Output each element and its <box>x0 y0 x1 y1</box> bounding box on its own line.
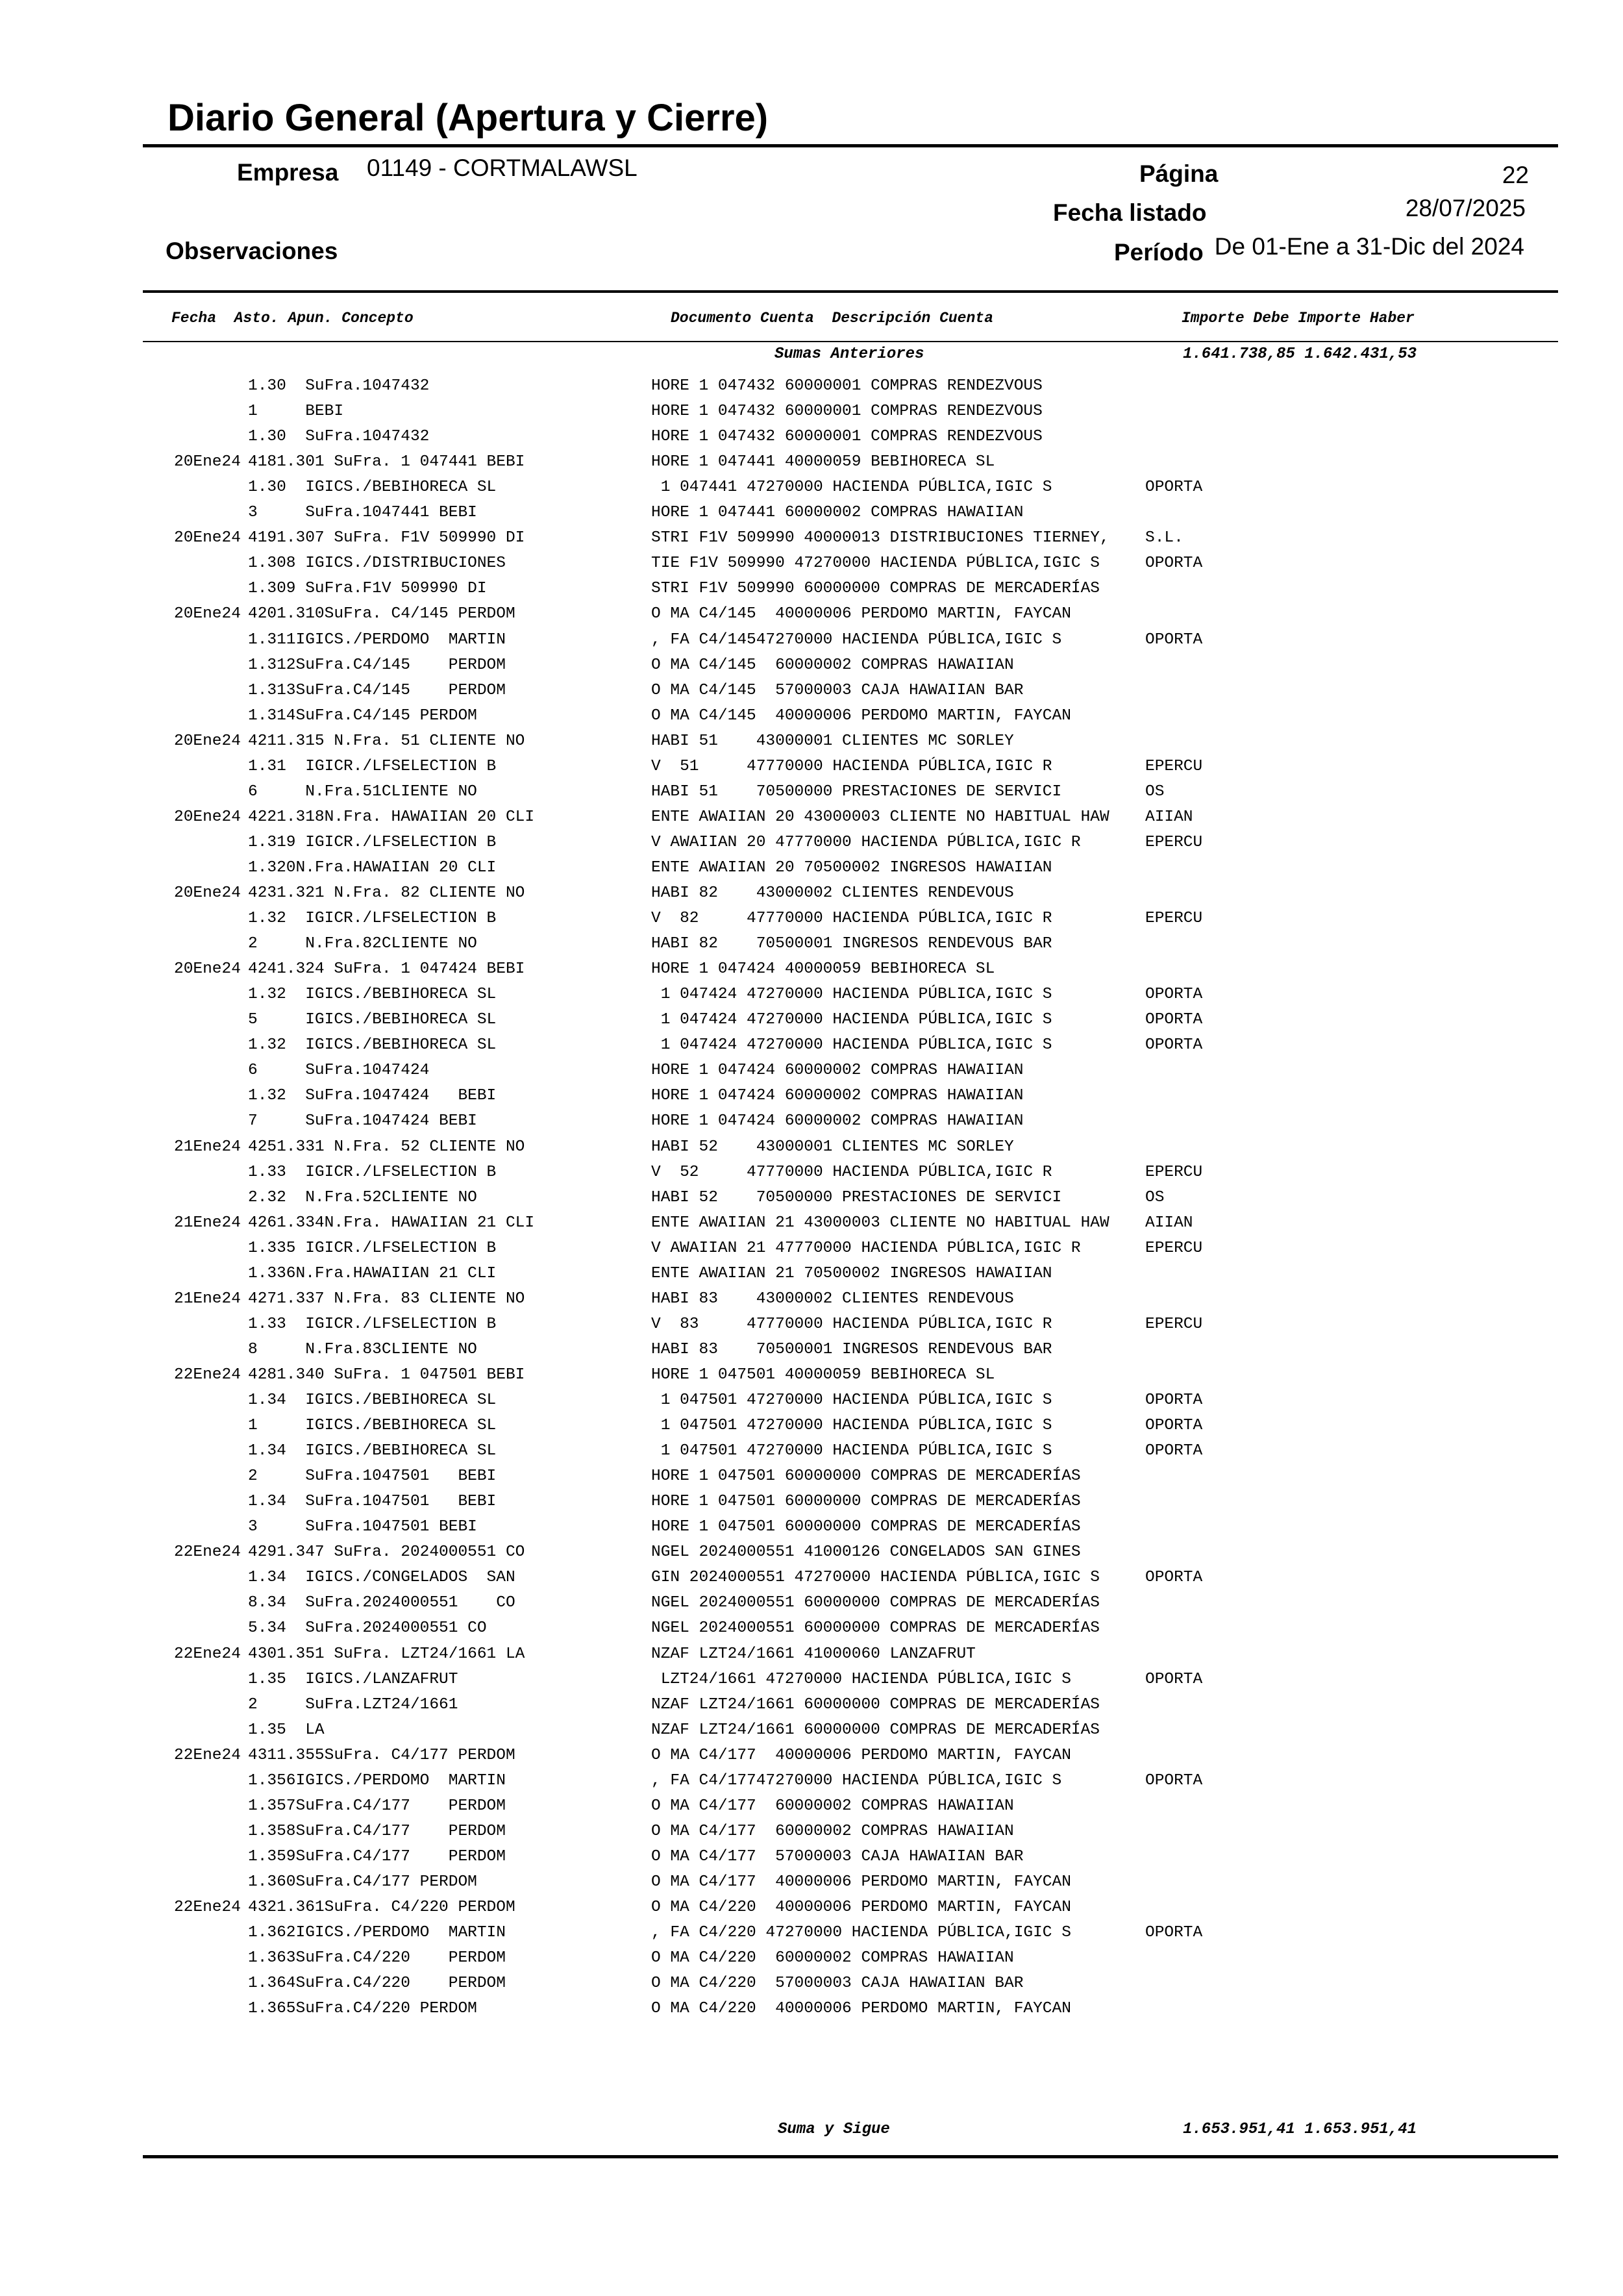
entry-concept: 4251.331 N.Fra. 52 CLIENTE NO <box>248 1138 525 1156</box>
entry-concept: 1.33 IGICR./LFSELECTION B <box>248 1315 497 1333</box>
entry-continuation: OS <box>1145 782 1165 801</box>
entry-continuation: OPORTA <box>1145 1670 1203 1688</box>
entry-account: GIN 2024000551 47270000 HACIENDA PÚBLICA,IGIC S <box>651 1569 1100 1587</box>
entry-concept: 1.313SuFra.C4/145 PERDOM <box>248 681 506 699</box>
entry-concept: 1.320N.Fra.HAWAIIAN 20 CLI <box>248 858 497 877</box>
entry-date: 22Ene24 <box>174 1645 241 1663</box>
entry-account: HORE 1 047501 40000059 BEBIHORECA SL <box>651 1366 995 1384</box>
entry-account: HORE 1 047501 60000000 COMPRAS DE MERCADERÍAS <box>651 1493 1081 1511</box>
entry-concept: 1 BEBI <box>248 403 344 421</box>
entry-account: HABI 52 70500000 PRESTACIONES DE SERVICI <box>651 1188 1062 1206</box>
entry-concept: 4271.337 N.Fra. 83 CLIENTE NO <box>248 1290 525 1308</box>
entry-account: 1 047501 47270000 HACIENDA PÚBLICA,IGIC S <box>651 1442 1052 1460</box>
entry-account: V 82 47770000 HACIENDA PÚBLICA,IGIC R <box>651 910 1052 928</box>
entry-account: LZT24/1661 47270000 HACIENDA PÚBLICA,IGIC S <box>651 1670 1071 1688</box>
entry-concept: 8 N.Fra.83CLIENTE NO <box>248 1340 477 1358</box>
entry-continuation: EPERCU <box>1145 1315 1203 1333</box>
entry-concept: 1.30 SuFra.1047432 <box>248 428 430 446</box>
sumas-anteriores-label: Sumas Anteriores <box>774 345 924 363</box>
pagina-label: Página <box>1139 160 1219 187</box>
periodo-value: De 01-Ene a 31-Dic del 2024 <box>1214 233 1524 260</box>
entry-account: O MA C4/220 57000003 CAJA HAWAIIAN BAR <box>651 1975 1024 1993</box>
entry-continuation: OPORTA <box>1145 1924 1203 1942</box>
entry-concept: 1.319 IGICR./LFSELECTION B <box>248 833 497 851</box>
entry-continuation: OPORTA <box>1145 1417 1203 1435</box>
entry-account: ENTE AWAIIAN 21 70500002 INGRESOS HAWAIIAN <box>651 1264 1052 1282</box>
entry-concept: 1.309 SuFra.F1V 509990 DI <box>248 580 487 598</box>
entry-date: 22Ene24 <box>174 1899 241 1916</box>
entry-date: 20Ene24 <box>174 529 241 547</box>
fecha-listado-value: 28/07/2025 <box>1405 195 1526 221</box>
entry-concept: 1 IGICS./BEBIHORECA SL <box>248 1417 497 1435</box>
entry-continuation: EPERCU <box>1145 833 1203 851</box>
entry-continuation: OPORTA <box>1145 630 1203 649</box>
entry-continuation: EPERCU <box>1145 757 1203 775</box>
entry-continuation: EPERCU <box>1145 1163 1203 1181</box>
entry-account: TIE F1V 509990 47270000 HACIENDA PÚBLICA,IGIC S <box>651 555 1100 573</box>
entry-date: 20Ene24 <box>174 960 241 979</box>
entry-account: V 51 47770000 HACIENDA PÚBLICA,IGIC R <box>651 757 1052 775</box>
entry-account: 1 047424 47270000 HACIENDA PÚBLICA,IGIC S <box>651 1036 1052 1054</box>
entry-concept: 1.32 IGICS./BEBIHORECA SL <box>248 986 497 1004</box>
entry-concept: 3 SuFra.1047501 BEBI <box>248 1518 477 1536</box>
entry-account: O MA C4/220 60000002 COMPRAS HAWAIIAN <box>651 1949 1014 1967</box>
entry-concept: 4221.318N.Fra. HAWAIIAN 20 CLI <box>248 808 535 826</box>
entry-concept: 1.364SuFra.C4/220 PERDOM <box>248 1975 506 1993</box>
entry-account: HORE 1 047432 60000001 COMPRAS RENDEZVOUS <box>651 428 1043 446</box>
entry-continuation: EPERCU <box>1145 1239 1203 1257</box>
footer-rule <box>143 2155 1558 2158</box>
entry-concept: 8.34 SuFra.2024000551 CO <box>248 1594 515 1612</box>
empresa-value: 01149 - CORTMALAWSL <box>367 155 638 181</box>
entry-account: O MA C4/177 60000002 COMPRAS HAWAIIAN <box>651 1797 1014 1815</box>
entry-account: HABI 51 70500000 PRESTACIONES DE SERVICI <box>651 782 1062 801</box>
observaciones-label: Observaciones <box>166 238 338 264</box>
entry-date: 21Ene24 <box>174 1290 241 1308</box>
empresa-label: Empresa <box>237 159 339 186</box>
entry-account: HORE 1 047424 60000002 COMPRAS HAWAIIAN <box>651 1062 1024 1080</box>
entry-account: , FA C4/17747270000 HACIENDA PÚBLICA,IGIC S <box>651 1771 1062 1790</box>
entry-concept: 7 SuFra.1047424 BEBI <box>248 1112 477 1130</box>
entry-account: O MA C4/220 40000006 PERDOMO MARTIN, FAYCAN <box>651 1899 1071 1916</box>
entry-concept: 4281.340 SuFra. 1 047501 BEBI <box>248 1366 525 1384</box>
entry-continuation: OPORTA <box>1145 1036 1203 1054</box>
entry-continuation: OPORTA <box>1145 1771 1203 1790</box>
entry-concept: 6 N.Fra.51CLIENTE NO <box>248 782 477 801</box>
entry-concept: 6 SuFra.1047424 <box>248 1062 430 1080</box>
entry-concept: 1.34 IGICS./BEBIHORECA SL <box>248 1391 497 1409</box>
entry-account: O MA C4/177 57000003 CAJA HAWAIIAN BAR <box>651 1847 1024 1866</box>
entry-concept: 4301.351 SuFra. LZT24/1661 LA <box>248 1645 525 1663</box>
entry-concept: 1.30 IGICS./BEBIHORECA SL <box>248 479 497 497</box>
entry-account: O MA C4/177 40000006 PERDOMO MARTIN, FAYCAN <box>651 1746 1071 1764</box>
entry-account: V 83 47770000 HACIENDA PÚBLICA,IGIC R <box>651 1315 1052 1333</box>
sumas-anteriores-values: 1.641.738,85 1.642.431,53 <box>1183 345 1417 363</box>
entry-concept: 1.356IGICS./PERDOMO MARTIN <box>248 1771 506 1790</box>
entry-account: O MA C4/220 40000006 PERDOMO MARTIN, FAYCAN <box>651 2000 1071 2018</box>
entry-concept: 2 N.Fra.82CLIENTE NO <box>248 935 477 953</box>
entry-account: V 52 47770000 HACIENDA PÚBLICA,IGIC R <box>651 1163 1052 1181</box>
entry-account: NZAF LZT24/1661 60000000 COMPRAS DE MERCADERÍAS <box>651 1721 1100 1739</box>
entry-account: O MA C4/145 57000003 CAJA HAWAIIAN BAR <box>651 681 1024 699</box>
entry-account: 1 047424 47270000 HACIENDA PÚBLICA,IGIC S <box>651 986 1052 1004</box>
entry-account: HORE 1 047424 40000059 BEBIHORECA SL <box>651 960 995 979</box>
entry-concept: 1.35 IGICS./LANZAFRUT <box>248 1670 458 1688</box>
entry-continuation: OPORTA <box>1145 1011 1203 1029</box>
entry-concept: 5.34 SuFra.2024000551 CO <box>248 1619 487 1638</box>
column-header-rule <box>143 341 1558 342</box>
entry-concept: 1.311IGICS./PERDOMO MARTIN <box>248 630 506 649</box>
title-rule <box>143 144 1558 147</box>
entry-account: 1 047441 47270000 HACIENDA PÚBLICA,IGIC S <box>651 479 1052 497</box>
column-header-left: Fecha Asto. Apun. Concepto <box>171 310 414 327</box>
periodo-label: Período <box>1114 239 1204 266</box>
entry-date: 22Ene24 <box>174 1366 241 1384</box>
suma-y-sigue-label: Suma y Sigue <box>778 2121 890 2138</box>
fecha-listado-label: Fecha listado <box>1053 199 1207 226</box>
entry-account: ENTE AWAIIAN 20 43000003 CLIENTE NO HABITUAL HAW <box>651 808 1109 826</box>
entry-concept: 4211.315 N.Fra. 51 CLIENTE NO <box>248 732 525 750</box>
entry-date: 20Ene24 <box>174 808 241 826</box>
entry-continuation: OPORTA <box>1145 479 1203 497</box>
entry-account: O MA C4/177 40000006 PERDOMO MARTIN, FAYCAN <box>651 1873 1071 1891</box>
entry-account: NGEL 2024000551 60000000 COMPRAS DE MERCADERÍAS <box>651 1594 1100 1612</box>
entry-continuation: OS <box>1145 1188 1165 1206</box>
entry-account: ENTE AWAIIAN 21 43000003 CLIENTE NO HABITUAL HAW <box>651 1214 1109 1232</box>
entry-concept: 1.362IGICS./PERDOMO MARTIN <box>248 1924 506 1942</box>
entry-date: 20Ene24 <box>174 605 241 623</box>
entry-concept: 5 IGICS./BEBIHORECA SL <box>248 1011 497 1029</box>
entry-continuation: OPORTA <box>1145 1569 1203 1587</box>
entry-account: HABI 82 43000002 CLIENTES RENDEVOUS <box>651 884 1014 902</box>
entry-account: O MA C4/145 40000006 PERDOMO MARTIN, FAYCAN <box>651 605 1071 623</box>
entry-concept: 1.360SuFra.C4/177 PERDOM <box>248 1873 477 1891</box>
entry-concept: 4191.307 SuFra. F1V 509990 DI <box>248 529 525 547</box>
entry-concept: 1.34 IGICS./CONGELADOS SAN <box>248 1569 515 1587</box>
entry-concept: 4261.334N.Fra. HAWAIIAN 21 CLI <box>248 1214 535 1232</box>
entry-concept: 1.34 SuFra.1047501 BEBI <box>248 1493 497 1511</box>
entry-continuation: OPORTA <box>1145 986 1203 1004</box>
entry-continuation: OPORTA <box>1145 1391 1203 1409</box>
entry-account: V AWAIIAN 20 47770000 HACIENDA PÚBLICA,IGIC R <box>651 833 1081 851</box>
entry-account: 1 047424 47270000 HACIENDA PÚBLICA,IGIC S <box>651 1011 1052 1029</box>
entry-account: HABI 82 70500001 INGRESOS RENDEVOUS BAR <box>651 935 1052 953</box>
entry-concept: 1.30 SuFra.1047432 <box>248 377 430 395</box>
entry-account: HORE 1 047424 60000002 COMPRAS HAWAIIAN <box>651 1112 1024 1130</box>
column-header-right: Importe Debe Importe Haber <box>1182 310 1415 327</box>
entry-account: NGEL 2024000551 60000000 COMPRAS DE MERCADERÍAS <box>651 1619 1100 1638</box>
entry-concept: 1.32 IGICS./BEBIHORECA SL <box>248 1036 497 1054</box>
entry-concept: 1.312SuFra.C4/145 PERDOM <box>248 656 506 674</box>
entry-concept: 1.31 IGICR./LFSELECTION B <box>248 757 497 775</box>
entry-date: 20Ene24 <box>174 884 241 902</box>
entry-continuation: AIIAN <box>1145 808 1193 826</box>
entry-concept: 1.365SuFra.C4/220 PERDOM <box>248 2000 477 2018</box>
entry-account: HORE 1 047432 60000001 COMPRAS RENDEZVOUS <box>651 377 1043 395</box>
entry-date: 21Ene24 <box>174 1214 241 1232</box>
entry-account: STRI F1V 509990 60000000 COMPRAS DE MERCADERÍAS <box>651 580 1100 598</box>
entry-concept: 4241.324 SuFra. 1 047424 BEBI <box>248 960 525 979</box>
entry-account: HORE 1 047441 60000002 COMPRAS HAWAIIAN <box>651 504 1024 522</box>
entry-concept: 4231.321 N.Fra. 82 CLIENTE NO <box>248 884 525 902</box>
entry-account: 1 047501 47270000 HACIENDA PÚBLICA,IGIC S <box>651 1417 1052 1435</box>
entry-date: 22Ene24 <box>174 1746 241 1764</box>
entry-account: HABI 52 43000001 CLIENTES MC SORLEY <box>651 1138 1014 1156</box>
entry-concept: 1.308 IGICS./DISTRIBUCIONES <box>248 555 506 573</box>
entry-concept: 4311.355SuFra. C4/177 PERDOM <box>248 1746 515 1764</box>
entry-concept: 4181.301 SuFra. 1 047441 BEBI <box>248 453 525 471</box>
entry-account: STRI F1V 509990 40000013 DISTRIBUCIONES TIERNEY, <box>651 529 1109 547</box>
suma-y-sigue-values: 1.653.951,41 1.653.951,41 <box>1183 2121 1417 2138</box>
entry-concept: 2.32 N.Fra.52CLIENTE NO <box>248 1188 477 1206</box>
pagina-value: 22 <box>1502 162 1529 188</box>
entry-concept: 1.359SuFra.C4/177 PERDOM <box>248 1847 506 1866</box>
entry-date: 21Ene24 <box>174 1138 241 1156</box>
entry-account: O MA C4/145 40000006 PERDOMO MARTIN, FAYCAN <box>651 706 1071 725</box>
entry-continuation: S.L. <box>1145 529 1183 547</box>
entry-account: O MA C4/145 60000002 COMPRAS HAWAIIAN <box>651 656 1014 674</box>
entry-date: 22Ene24 <box>174 1543 241 1562</box>
entry-concept: 4291.347 SuFra. 2024000551 CO <box>248 1543 525 1562</box>
entry-date: 20Ene24 <box>174 453 241 471</box>
entry-account: V AWAIIAN 21 47770000 HACIENDA PÚBLICA,IGIC R <box>651 1239 1081 1257</box>
entry-date: 20Ene24 <box>174 732 241 750</box>
header-rule <box>143 290 1558 293</box>
entry-concept: 2 SuFra.LZT24/1661 <box>248 1695 458 1714</box>
entry-concept: 1.358SuFra.C4/177 PERDOM <box>248 1822 506 1840</box>
entry-concept: 1.33 IGICR./LFSELECTION B <box>248 1163 497 1181</box>
entry-account: HORE 1 047432 60000001 COMPRAS RENDEZVOUS <box>651 403 1043 421</box>
entry-continuation: OPORTA <box>1145 1442 1203 1460</box>
entry-account: ENTE AWAIIAN 20 70500002 INGRESOS HAWAIIAN <box>651 858 1052 877</box>
entry-account: HABI 83 43000002 CLIENTES RENDEVOUS <box>651 1290 1014 1308</box>
entry-account: HORE 1 047441 40000059 BEBIHORECA SL <box>651 453 995 471</box>
entry-account: HORE 1 047424 60000002 COMPRAS HAWAIIAN <box>651 1087 1024 1105</box>
entry-account: HABI 51 43000001 CLIENTES MC SORLEY <box>651 732 1014 750</box>
entry-concept: 4321.361SuFra. C4/220 PERDOM <box>248 1899 515 1916</box>
column-header-middle: Documento Cuenta Descripción Cuenta <box>671 310 993 327</box>
entry-concept: 3 SuFra.1047441 BEBI <box>248 504 477 522</box>
entry-account: , FA C4/14547270000 HACIENDA PÚBLICA,IGIC S <box>651 630 1062 649</box>
entry-account: NGEL 2024000551 41000126 CONGELADOS SAN GINES <box>651 1543 1081 1562</box>
entry-account: HABI 83 70500001 INGRESOS RENDEVOUS BAR <box>651 1340 1052 1358</box>
entry-concept: 1.357SuFra.C4/177 PERDOM <box>248 1797 506 1815</box>
report-title: Diario General (Apertura y Cierre) <box>167 97 769 139</box>
entry-concept: 1.314SuFra.C4/145 PERDOM <box>248 706 477 725</box>
entry-concept: 1.32 SuFra.1047424 BEBI <box>248 1087 497 1105</box>
entry-concept: 1.34 IGICS./BEBIHORECA SL <box>248 1442 497 1460</box>
entry-account: NZAF LZT24/1661 60000000 COMPRAS DE MERCADERÍAS <box>651 1695 1100 1714</box>
entry-continuation: AIIAN <box>1145 1214 1193 1232</box>
entry-concept: 1.363SuFra.C4/220 PERDOM <box>248 1949 506 1967</box>
entry-continuation: EPERCU <box>1145 910 1203 928</box>
entry-concept: 1.35 LA <box>248 1721 325 1739</box>
entry-concept: 2 SuFra.1047501 BEBI <box>248 1467 497 1486</box>
entry-concept: 4201.310SuFra. C4/145 PERDOM <box>248 605 515 623</box>
entry-account: HORE 1 047501 60000000 COMPRAS DE MERCADERÍAS <box>651 1518 1081 1536</box>
entry-account: HORE 1 047501 60000000 COMPRAS DE MERCADERÍAS <box>651 1467 1081 1486</box>
entry-concept: 1.336N.Fra.HAWAIIAN 21 CLI <box>248 1264 497 1282</box>
entry-concept: 1.32 IGICR./LFSELECTION B <box>248 910 497 928</box>
entry-account: NZAF LZT24/1661 41000060 LANZAFRUT <box>651 1645 976 1663</box>
entry-account: 1 047501 47270000 HACIENDA PÚBLICA,IGIC S <box>651 1391 1052 1409</box>
entry-account: , FA C4/220 47270000 HACIENDA PÚBLICA,IGIC S <box>651 1924 1071 1942</box>
entry-concept: 1.335 IGICR./LFSELECTION B <box>248 1239 497 1257</box>
entry-account: O MA C4/177 60000002 COMPRAS HAWAIIAN <box>651 1822 1014 1840</box>
entry-continuation: OPORTA <box>1145 555 1203 573</box>
